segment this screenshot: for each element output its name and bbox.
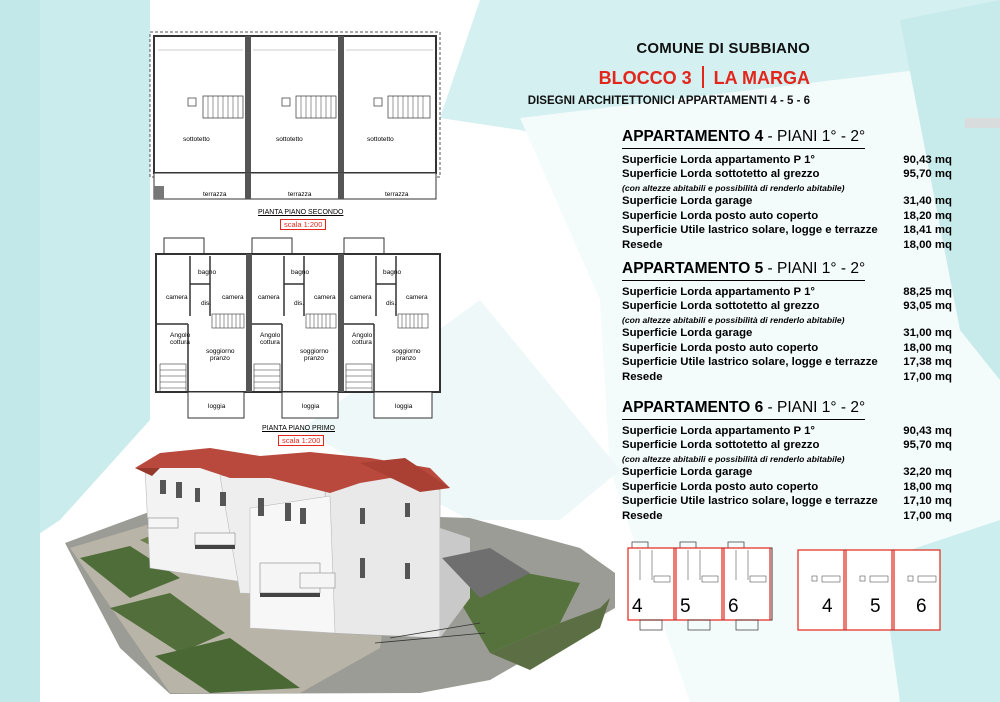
apartment-4-block: [622, 128, 952, 252]
terrace-label-5: terrazza: [288, 191, 312, 198]
room-label-angolo-5: Angolo: [260, 332, 281, 339]
room-label-cottura-5: cottura: [260, 339, 280, 346]
table-row: Superficie Utile lastrico solare, logge e terrazze 17,10 mq: [622, 495, 952, 508]
table-row: Superficie Lorda posto auto coperto 18,20 mq: [622, 209, 952, 222]
key-plan-second-floor: [796, 548, 942, 632]
room-label-dis-6: dis.: [386, 300, 397, 307]
building-3d-rendering: [60, 448, 620, 698]
room-label-cottura-4: cottura: [170, 339, 190, 346]
decorative-gray-strip: [965, 118, 1000, 128]
key-plan-number-5-upper: 5: [870, 596, 881, 617]
room-label-bagno-5: bagno: [291, 269, 310, 276]
key-plan-number-5: 5: [680, 596, 691, 617]
key-plan-number-4: 4: [632, 596, 643, 617]
room-label-camera-4b: camera: [222, 294, 244, 301]
table-row: Superficie Lorda garage 31,00 mq: [622, 327, 952, 340]
room-label-sottotetto-6: sottotetto: [367, 136, 394, 143]
terrace-label-4: terrazza: [203, 191, 227, 198]
key-plan-number-4-upper: 4: [822, 596, 833, 617]
first-floor-scale: scala 1:200: [278, 435, 324, 446]
table-row: Resede 17,00 mq: [622, 509, 952, 522]
room-label-camera-6a: camera: [350, 294, 372, 301]
table-row: Superficie Lorda appartamento P 1° 90,43 mq: [622, 425, 952, 437]
room-label-dis-4: dis.: [201, 300, 212, 307]
table-row: Superficie Lorda sottotetto al grezzo 93,05 mq: [622, 300, 952, 313]
drawings-subtitle: DISEGNI ARCHITETTONICI APPARTAMENTI 4 - 5 - 6: [527, 95, 810, 107]
room-label-camera-5b: camera: [314, 294, 336, 301]
room-label-loggia-4: loggia: [208, 403, 226, 410]
room-label-sottotetto-5: sottotetto: [276, 136, 303, 143]
table-row: Superficie Lorda appartamento P 1° 90,43 mq: [622, 154, 952, 166]
second-floor-plan: [148, 28, 448, 210]
room-label-soggiorno-6: soggiorno: [392, 348, 421, 355]
room-label-dis-5: dis.: [294, 300, 305, 307]
key-plan-number-6-upper: 6: [916, 596, 927, 617]
table-row: Superficie Lorda sottotetto al grezzo 95,70 mq: [622, 168, 952, 181]
table-row: Superficie Lorda garage 31,40 mq: [622, 195, 952, 208]
habitability-note: (con altezze abitabili e possibilità di renderlo abitabile): [622, 453, 845, 464]
table-row: Superficie Utile lastrico solare, logge e terrazze 18,41 mq: [622, 224, 952, 237]
second-floor-plan-label: PIANTA PIANO SECONDO: [258, 209, 344, 216]
apartment-6-block: [622, 399, 952, 523]
apartment-6-title: APPARTAMENTO 6 - PIANI 1° - 2°: [622, 399, 865, 420]
blocco-number: BLOCCO 3: [598, 68, 692, 88]
table-row: Superficie Lorda garage 32,20 mq: [622, 466, 952, 479]
room-label-sottotetto-4: sottotetto: [183, 136, 210, 143]
room-label-loggia-5: loggia: [302, 403, 320, 410]
key-plan-first-floor-drawing: [626, 540, 776, 632]
room-label-bagno-6: bagno: [383, 269, 402, 276]
apartment-4-title: APPARTAMENTO 4 - PIANI 1° - 2°: [622, 128, 865, 149]
terrace-label-6: terrazza: [385, 191, 409, 198]
table-row: Superficie Lorda appartamento P 1° 88,25 mq: [622, 286, 952, 298]
key-plan-second-floor-drawing: [796, 548, 942, 632]
room-label-cottura-6: cottura: [352, 339, 372, 346]
table-row: Superficie Lorda posto auto coperto 18,00 mq: [622, 341, 952, 354]
room-label-soggiorno-5: soggiorno: [300, 348, 329, 355]
table-row: Resede 17,00 mq: [622, 370, 952, 383]
room-label-loggia-6: loggia: [395, 403, 413, 410]
first-floor-plan-label: PIANTA PIANO PRIMO: [262, 425, 335, 432]
table-row: Resede 18,00 mq: [622, 238, 952, 251]
key-plan-number-6: 6: [728, 596, 739, 617]
room-label-camera-6b: camera: [406, 294, 428, 301]
comune-title: COMUNE DI SUBBIANO: [636, 40, 810, 57]
room-label-pranzo-4: pranzo: [210, 355, 230, 362]
table-row: Superficie Lorda posto auto coperto 18,00 mq: [622, 480, 952, 493]
apartment-5-title: APPARTAMENTO 5 - PIANI 1° - 2°: [622, 260, 865, 281]
key-plan-first-floor: [626, 540, 776, 632]
blocco-title: [560, 66, 810, 89]
room-label-camera-4a: camera: [166, 294, 188, 301]
room-label-bagno-4: bagno: [198, 269, 217, 276]
room-label-pranzo-6: pranzo: [396, 355, 416, 362]
title-separator: [702, 66, 704, 88]
room-label-angolo-6: Angolo: [352, 332, 373, 339]
apartment-5-block: [622, 260, 952, 384]
habitability-note: (con altezze abitabili e possibilità di renderlo abitabile): [622, 314, 845, 325]
table-row: Superficie Lorda sottotetto al grezzo 95,70 mq: [622, 439, 952, 452]
first-floor-plan: [148, 236, 448, 428]
room-label-pranzo-5: pranzo: [304, 355, 324, 362]
habitability-note: (con altezze abitabili e possibilità di renderlo abitabile): [622, 182, 845, 193]
room-label-camera-5a: camera: [258, 294, 280, 301]
room-label-angolo-4: Angolo: [170, 332, 191, 339]
table-row: Superficie Utile lastrico solare, logge e terrazze 17,38 mq: [622, 356, 952, 369]
second-floor-scale: scala 1:200: [280, 219, 326, 230]
complex-name: LA MARGA: [713, 68, 810, 88]
room-label-soggiorno-4: soggiorno: [206, 348, 235, 355]
